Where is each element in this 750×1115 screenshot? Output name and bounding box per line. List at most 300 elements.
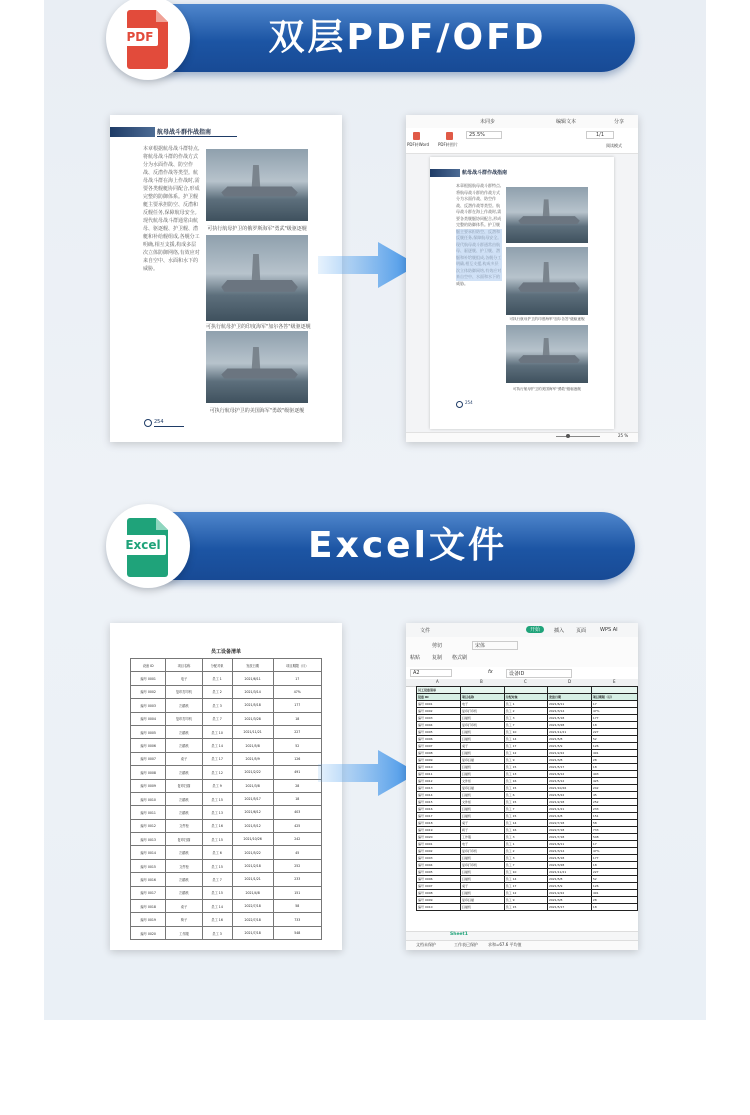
sheet-cell[interactable]: 员工 10: [504, 729, 547, 736]
sheet-cell[interactable]: 编号 0014: [417, 792, 461, 799]
sheet-cell[interactable]: 员工 6: [504, 792, 547, 799]
table-cell: 扫描机: [166, 739, 202, 752]
sheet-cell[interactable]: 扫描机: [461, 771, 505, 778]
sheet-cell[interactable]: 编号 0003: [417, 855, 461, 862]
sheet-cell[interactable]: 491: [591, 890, 637, 897]
convert-arrow-2: [318, 748, 420, 798]
sheet-cell[interactable]: 548: [591, 834, 637, 841]
column-header-b[interactable]: B: [480, 679, 483, 684]
sheet-cell[interactable]: 编号 0008: [417, 890, 461, 897]
sheet-row[interactable]: [417, 771, 638, 778]
sheet-cell[interactable]: 编号 0016: [417, 806, 461, 813]
sheet-cell[interactable]: 员工 12: [504, 750, 547, 757]
sheet-row[interactable]: [417, 750, 638, 757]
table-cell: 17: [273, 672, 321, 685]
sheet-cell[interactable]: 员工 15: [504, 904, 547, 911]
cut-button[interactable]: 剪切: [432, 643, 443, 649]
sheet-cell[interactable]: 2021/3/28: [547, 862, 591, 869]
table-cell: 18: [273, 712, 321, 725]
sheet-cell[interactable]: 员工 15: [504, 785, 547, 792]
sheet-cell[interactable]: 编号 0006: [417, 876, 461, 883]
reading-mode-button[interactable]: 阅读模式: [606, 143, 622, 148]
sheet-cell[interactable]: 18: [591, 862, 637, 869]
sheet-row[interactable]: [417, 736, 638, 743]
column-header-c[interactable]: C: [524, 679, 527, 684]
table-row: [131, 739, 322, 752]
sheet-cell[interactable]: 52: [591, 736, 637, 743]
sheet-cell[interactable]: 员工 15: [504, 813, 547, 820]
sheet-cell[interactable]: 员工 10: [504, 869, 547, 876]
table-row: [131, 873, 322, 886]
sheet-cell[interactable]: 编号 0002: [417, 848, 461, 855]
wps-ai-button[interactable]: WPS AI: [600, 627, 618, 633]
sheet-row[interactable]: [417, 792, 638, 799]
sheet-cell[interactable]: 员工 2: [504, 708, 547, 715]
sheet-cell[interactable]: 扫描机: [461, 904, 505, 911]
sheet-cell[interactable]: 员工 14: [504, 876, 547, 883]
sheet-cell[interactable]: 编号 0003: [417, 715, 461, 722]
sheet-row[interactable]: [417, 729, 638, 736]
sheet-cell[interactable]: 2021/11/21: [547, 869, 591, 876]
sheet-tab[interactable]: Sheet1: [450, 932, 468, 937]
share-button[interactable]: 分享: [614, 119, 625, 125]
table-cell: 2021/3/8: [232, 779, 273, 792]
sheet-cell[interactable]: 员工 3: [504, 855, 547, 862]
sheet-row[interactable]: [417, 827, 638, 834]
table-cell: 扫描机: [166, 873, 202, 886]
sheet-cell[interactable]: 编号 0012: [417, 778, 461, 785]
table-cell: 员工 15: [202, 886, 232, 899]
sheet-cell[interactable]: [547, 687, 591, 694]
sheet-cell[interactable]: 发放日期: [547, 694, 591, 701]
table-cell: 复印扫描: [166, 833, 202, 846]
sheet-cell[interactable]: 桌子: [461, 820, 505, 827]
status-doc-protect: 文档未保护: [416, 942, 436, 947]
table-row: [131, 792, 322, 805]
sheet-row[interactable]: [417, 855, 638, 862]
edit-text-button[interactable]: 编辑文本: [556, 119, 577, 125]
sheet-cell[interactable]: 227: [591, 729, 637, 736]
sheet-cell[interactable]: 桌子: [461, 883, 505, 890]
sheet-cell[interactable]: 18: [591, 904, 637, 911]
sheet-cell[interactable]: 扫描机: [461, 806, 505, 813]
table-cell: 文件柜: [166, 819, 202, 832]
sheet-cell[interactable]: 28: [591, 757, 637, 764]
table-cell: 编号 0003: [131, 699, 166, 712]
sheet-cell[interactable]: 2021/4/8: [547, 813, 591, 820]
sheet-row[interactable]: [417, 743, 638, 750]
sheet-cell[interactable]: 复印打印机: [461, 708, 505, 715]
table-cell: 复印打印机: [166, 685, 202, 698]
pdf-file-icon-circle: [106, 0, 190, 80]
sheet-row[interactable]: [417, 869, 638, 876]
sheet-cell[interactable]: 电子: [461, 841, 505, 848]
table-cell: 椅子: [166, 913, 202, 926]
table-cell: 员工 15: [202, 859, 232, 872]
sheet-cell[interactable]: 编号 0001: [417, 701, 461, 708]
sheet-cell[interactable]: 电子: [461, 701, 505, 708]
sheet-row[interactable]: [417, 806, 638, 813]
excel-statusbar: [406, 940, 638, 950]
sheet-cell[interactable]: 项目名称: [461, 694, 505, 701]
sheet-cell[interactable]: 员工 16: [504, 778, 547, 785]
sheet-cell[interactable]: 2021/6/11: [547, 701, 591, 708]
sheet-cell[interactable]: 员工 1: [504, 841, 547, 848]
sheet-cell[interactable]: 员工 14: [504, 820, 547, 827]
sheet-cell[interactable]: 编号 0004: [417, 862, 461, 869]
sheet-row[interactable]: [417, 862, 638, 869]
sheet-cell[interactable]: 233: [591, 806, 637, 813]
tab-insert[interactable]: 插入: [554, 628, 565, 634]
table-cell: 编号 0007: [131, 752, 166, 765]
pdf-to-picture-icon: [446, 132, 453, 140]
sheet-row[interactable]: [417, 715, 638, 722]
sheet-cell[interactable]: 员工 15: [504, 799, 547, 806]
viewer-ship-photo-3: [506, 325, 588, 383]
sheet-cell[interactable]: 2021/5/9: [547, 743, 591, 750]
table-cell: 员工 3: [202, 699, 232, 712]
page-number-mark: [144, 419, 152, 427]
sheet-cell[interactable]: [504, 687, 547, 694]
table-cell: 18: [273, 792, 321, 805]
sheet-cell[interactable]: 员工 12: [504, 890, 547, 897]
sheet-header-row[interactable]: [417, 694, 638, 701]
sheet-cell[interactable]: 2021/1/21: [547, 806, 591, 813]
table-cell: 2021/5/9: [232, 752, 273, 765]
sheet-cell[interactable]: 编号 0001: [417, 841, 461, 848]
status-sheet-protect: 工作表已保护: [454, 942, 478, 947]
table-cell: 242: [273, 833, 321, 846]
table-cell: 233: [273, 873, 321, 886]
employee-equipment-table: [130, 658, 322, 940]
zoom-field[interactable]: 25.5%: [466, 131, 502, 139]
sheet-row[interactable]: [417, 841, 638, 848]
sheet-cell[interactable]: 员工设备清单: [417, 687, 461, 694]
sheet-cell[interactable]: 2021/7/18: [547, 834, 591, 841]
pdf-to-picture-button[interactable]: PDF转图片: [438, 142, 458, 147]
sheet-row[interactable]: [417, 757, 638, 764]
sheet-cell[interactable]: 242: [591, 785, 637, 792]
sheet-cell[interactable]: 工作服: [461, 834, 505, 841]
sheet-cell[interactable]: 员工 9: [504, 757, 547, 764]
viewer-ship-photo-2: [506, 247, 588, 315]
sheet-cell[interactable]: 28: [591, 897, 637, 904]
ship-photo-3: [206, 331, 308, 403]
sheet-cell[interactable]: 126: [591, 883, 637, 890]
table-row: [131, 926, 322, 939]
caption-1: 可执行航母护卫的俄罗斯海军"勇武"级驱逐舰: [207, 226, 307, 232]
sheet-cell[interactable]: 177: [591, 715, 637, 722]
sheet-cell[interactable]: 员工 3: [504, 834, 547, 841]
sheet-cell[interactable]: 177: [591, 855, 637, 862]
paste-button[interactable]: 粘贴: [410, 655, 421, 661]
caption-3: 可执行航母护卫的美国海军"勇敢"级驱逐舰: [209, 408, 305, 414]
sheet-row[interactable]: [417, 897, 638, 904]
sheet-cell[interactable]: 员工 7: [504, 806, 547, 813]
sheet-cell[interactable]: 2021/6/12: [547, 771, 591, 778]
sheet-row[interactable]: [417, 701, 638, 708]
table-cell: 2021/4/8: [232, 886, 273, 899]
viewer-tab-label[interactable]: 未同步: [480, 119, 496, 125]
convert-arrow-1: [318, 240, 420, 290]
cell-reference-box[interactable]: A2: [410, 669, 452, 677]
format-painter-button[interactable]: 格式刷: [452, 655, 468, 661]
sheet-cell[interactable]: 2021/3/8: [547, 897, 591, 904]
table-row: [131, 846, 322, 859]
table-cell: 733: [273, 913, 321, 926]
sheet-cell[interactable]: 2021/5/17: [547, 904, 591, 911]
sheet-cell[interactable]: 2021/2/22: [547, 750, 591, 757]
sheet-title-row[interactable]: [417, 687, 638, 694]
sheet-cell[interactable]: 员工 9: [504, 897, 547, 904]
copy-button[interactable]: 复制: [432, 655, 443, 661]
sheet-cell[interactable]: 编号 0008: [417, 750, 461, 757]
viewer-page-number-mark: [456, 401, 463, 408]
sheet-cell[interactable]: 员工 1: [504, 701, 547, 708]
sheet-row[interactable]: [417, 785, 638, 792]
table-cell: 2021/7/18: [232, 926, 273, 939]
table-cell: 2022/7/18: [232, 900, 273, 913]
sheet-cell[interactable]: 2021/3/14: [547, 708, 591, 715]
sheet-cell[interactable]: 扫描机: [461, 869, 505, 876]
sheet-cell[interactable]: 编号 0011: [417, 771, 461, 778]
table-cell: 2021/3/28: [232, 712, 273, 725]
font-select[interactable]: 宋体: [472, 641, 518, 650]
sheet-cell[interactable]: 设备 ID: [417, 694, 461, 701]
sheet-cell[interactable]: 复印打印机: [461, 722, 505, 729]
sheet-row[interactable]: [417, 778, 638, 785]
sheet-cell[interactable]: 编号 0005: [417, 729, 461, 736]
sheet-cell[interactable]: 编号 0002: [417, 708, 461, 715]
sheet-cell[interactable]: 151: [591, 813, 637, 820]
sheet-cell[interactable]: 2021/3/14: [547, 848, 591, 855]
sheet-row[interactable]: [417, 834, 638, 841]
sheet-cell[interactable]: 员工 16: [504, 827, 547, 834]
table-cell: 177: [273, 699, 321, 712]
sheet-row[interactable]: [417, 904, 638, 911]
page-number-rule: [154, 426, 184, 427]
table-cell: 复印打印机: [166, 712, 202, 725]
sheet-cell[interactable]: 文件柜: [461, 799, 505, 806]
column-header-a[interactable]: A: [436, 679, 439, 684]
sheet-cell[interactable]: 编号 0009: [417, 897, 461, 904]
sheet-cell[interactable]: 椅子: [461, 827, 505, 834]
banner-title: 双层PDF/OFD: [268, 17, 547, 58]
table-cell: 2021/5/8: [232, 739, 273, 752]
sheet-cell[interactable]: 编号 0005: [417, 869, 461, 876]
sheet-cell[interactable]: 2021/3/8: [547, 757, 591, 764]
sheet-cell[interactable]: 2021/5/18: [547, 855, 591, 862]
sheet-cell[interactable]: 复印打印机: [461, 848, 505, 855]
sheet-cell[interactable]: 员工 7: [504, 722, 547, 729]
sheet-cell[interactable]: 员工 17: [504, 743, 547, 750]
sheet-cell[interactable]: 扫描机: [461, 890, 505, 897]
table-cell: 扫描机: [166, 725, 202, 738]
sheet-cell[interactable]: 2022/7/18: [547, 827, 591, 834]
sheet-cell[interactable]: 员工 14: [504, 736, 547, 743]
sheet-cell[interactable]: 文件柜: [461, 778, 505, 785]
sheet-cell[interactable]: 2021/5/8: [547, 876, 591, 883]
table-cell: 员工 16: [202, 819, 232, 832]
sheet-cell[interactable]: 员工 13: [504, 771, 547, 778]
sheet-cell[interactable]: 扫描机: [461, 813, 505, 820]
sheet-cell[interactable]: 2021/2/18: [547, 799, 591, 806]
sheet-cell[interactable]: 编号 0019: [417, 827, 461, 834]
table-row: [131, 779, 322, 792]
table-cell: 员工 16: [202, 913, 232, 926]
sheet-cell[interactable]: 45: [591, 792, 637, 799]
sheet-cell[interactable]: 58: [591, 820, 637, 827]
sheet-cell[interactable]: 2021/5/17: [547, 764, 591, 771]
sheet-row[interactable]: [417, 799, 638, 806]
sheet-cell[interactable]: 733: [591, 827, 637, 834]
table-cell: 编号 0011: [131, 806, 166, 819]
table-cell: 员工 7: [202, 712, 232, 725]
sheet-cell[interactable]: 编号 0009: [417, 757, 461, 764]
viewer-ship-photo-1: [506, 187, 588, 243]
sheet-cell[interactable]: 2021/6/11: [547, 841, 591, 848]
column-header-d[interactable]: D: [568, 679, 572, 684]
sheet-cell[interactable]: 编号 0013: [417, 785, 461, 792]
sheet-row[interactable]: [417, 820, 638, 827]
sheet-cell[interactable]: 桌子: [461, 743, 505, 750]
sheet-cell[interactable]: 复印打印机: [461, 862, 505, 869]
sheet-cell[interactable]: 2021/3/28: [547, 722, 591, 729]
sheet-cell[interactable]: 52: [591, 876, 637, 883]
table-cell: 45: [273, 846, 321, 859]
sheet-cell[interactable]: 2021/5/12: [547, 778, 591, 785]
sheet-cell[interactable]: 员工 17: [504, 883, 547, 890]
excel-window: [406, 623, 638, 950]
doc-title: 员工设备清单: [210, 649, 241, 655]
title-rule: [157, 136, 237, 137]
sheet-cell[interactable]: 227: [591, 869, 637, 876]
sheet-cell[interactable]: 员工 2: [504, 848, 547, 855]
sheet-cell[interactable]: 编号 0015: [417, 799, 461, 806]
zoom-slider[interactable]: [556, 436, 600, 437]
sheet-cell[interactable]: 18: [591, 764, 637, 771]
table-cell: 2021/2/18: [232, 859, 273, 872]
sheet-row[interactable]: [417, 708, 638, 715]
sheet-cell[interactable]: 2021/11/21: [547, 729, 591, 736]
sheet-cell[interactable]: 扫描机: [461, 736, 505, 743]
sheet-cell[interactable]: 编号 0007: [417, 743, 461, 750]
sheet-cell[interactable]: 2021/5/18: [547, 715, 591, 722]
sheet-cell[interactable]: 复印扫描: [461, 757, 505, 764]
table-cell: 扫描机: [166, 806, 202, 819]
table-cell: 员工 13: [202, 806, 232, 819]
table-row: [131, 766, 322, 779]
table-cell: 491: [273, 766, 321, 779]
sheet-cell[interactable]: 复印扫描: [461, 897, 505, 904]
sheet-cell[interactable]: 126: [591, 743, 637, 750]
sheet-row[interactable]: [417, 764, 638, 771]
sheet-cell[interactable]: 编号 0004: [417, 722, 461, 729]
sheet-cell[interactable]: 18: [591, 722, 637, 729]
pdf-to-word-button[interactable]: PDF转Word: [407, 142, 430, 147]
sheet-cell[interactable]: 员工 3: [504, 715, 547, 722]
table-cell: 28: [273, 779, 321, 792]
sheet-cell[interactable]: 17: [591, 841, 637, 848]
sheet-cell[interactable]: 编号 0020: [417, 834, 461, 841]
sheet-cell[interactable]: 403: [591, 771, 637, 778]
table-cell: 2021/5/18: [232, 699, 273, 712]
tab-start[interactable]: 开始: [526, 626, 544, 633]
table-header-cell: 项目名称: [166, 659, 202, 672]
sheet-cell[interactable]: 17: [591, 701, 637, 708]
sheet-cell[interactable]: 员工 15: [504, 764, 547, 771]
text-selection-highlight: [456, 229, 502, 281]
sheet-cell[interactable]: 编号 0018: [417, 820, 461, 827]
sheet-cell[interactable]: 425: [591, 778, 637, 785]
sheet-cell[interactable]: 2021/5/8: [547, 736, 591, 743]
sheet-row[interactable]: [417, 883, 638, 890]
sheet-cell[interactable]: 扫描机: [461, 855, 505, 862]
viewer-body-text: [456, 183, 502, 383]
table-cell: 编号 0015: [131, 859, 166, 872]
sheet-cell[interactable]: 项目期限（月）: [591, 694, 637, 701]
table-header-cell: 分配对象: [202, 659, 232, 672]
sheet-cell[interactable]: 扫描机: [461, 764, 505, 771]
sheet-cell[interactable]: 编号 0010: [417, 764, 461, 771]
table-cell: 编号 0017: [131, 886, 166, 899]
sheet-cell[interactable]: 编号 0006: [417, 736, 461, 743]
sheet-row[interactable]: [417, 848, 638, 855]
sheet-cell[interactable]: 47%: [591, 708, 637, 715]
table-cell: 2022/7/18: [232, 913, 273, 926]
column-header-e[interactable]: E: [613, 679, 616, 684]
sheet-cell[interactable]: 编号 0017: [417, 813, 461, 820]
sheet-cell[interactable]: 扫描机: [461, 729, 505, 736]
title-ribbon: [110, 127, 155, 137]
sheet-cell[interactable]: 扫描机: [461, 715, 505, 722]
sheet-cell[interactable]: 编号 0010: [417, 904, 461, 911]
sheet-cell[interactable]: 2021/5/22: [547, 792, 591, 799]
sheet-row[interactable]: [417, 813, 638, 820]
sheet-cell[interactable]: 2021/2/22: [547, 890, 591, 897]
sheet-cell[interactable]: 47%: [591, 848, 637, 855]
sheet-row[interactable]: [417, 722, 638, 729]
sheet-cell[interactable]: 复印扫描: [461, 785, 505, 792]
sheet-row[interactable]: [417, 876, 638, 883]
formula-input[interactable]: 设备ID: [506, 669, 572, 678]
sheet-cell[interactable]: 扫描机: [461, 750, 505, 757]
table-row: [131, 833, 322, 846]
sheet-cell[interactable]: 2021/10/26: [547, 785, 591, 792]
sheet-cell[interactable]: 2022/7/18: [547, 820, 591, 827]
tab-page[interactable]: 页面: [576, 628, 587, 634]
page-number: 254: [154, 419, 164, 425]
page-field[interactable]: 1/1: [586, 131, 614, 139]
sheet-row[interactable]: [417, 890, 638, 897]
sheet-cell[interactable]: 2021/5/9: [547, 883, 591, 890]
sheet-cell[interactable]: 编号 0007: [417, 883, 461, 890]
sheet-cell[interactable]: 扫描机: [461, 876, 505, 883]
sheet-cell[interactable]: [591, 687, 637, 694]
table-cell: 2021/5/17: [232, 792, 273, 805]
sheet-cell[interactable]: [461, 687, 505, 694]
zoom-slider-handle[interactable]: [566, 434, 570, 438]
table-cell: 47%: [273, 685, 321, 698]
spreadsheet-grid[interactable]: [416, 686, 638, 911]
caption-2: 可执行航母护卫的印度海军"加尔各答"级驱逐舰: [206, 324, 311, 330]
sheet-cell[interactable]: 分配对象: [504, 694, 547, 701]
sheet-cell[interactable]: 扫描机: [461, 792, 505, 799]
menu-file[interactable]: 文件: [420, 628, 431, 634]
sheet-cell[interactable]: 员工 7: [504, 862, 547, 869]
sheet-cell[interactable]: 252: [591, 799, 637, 806]
sheet-cell[interactable]: 491: [591, 750, 637, 757]
